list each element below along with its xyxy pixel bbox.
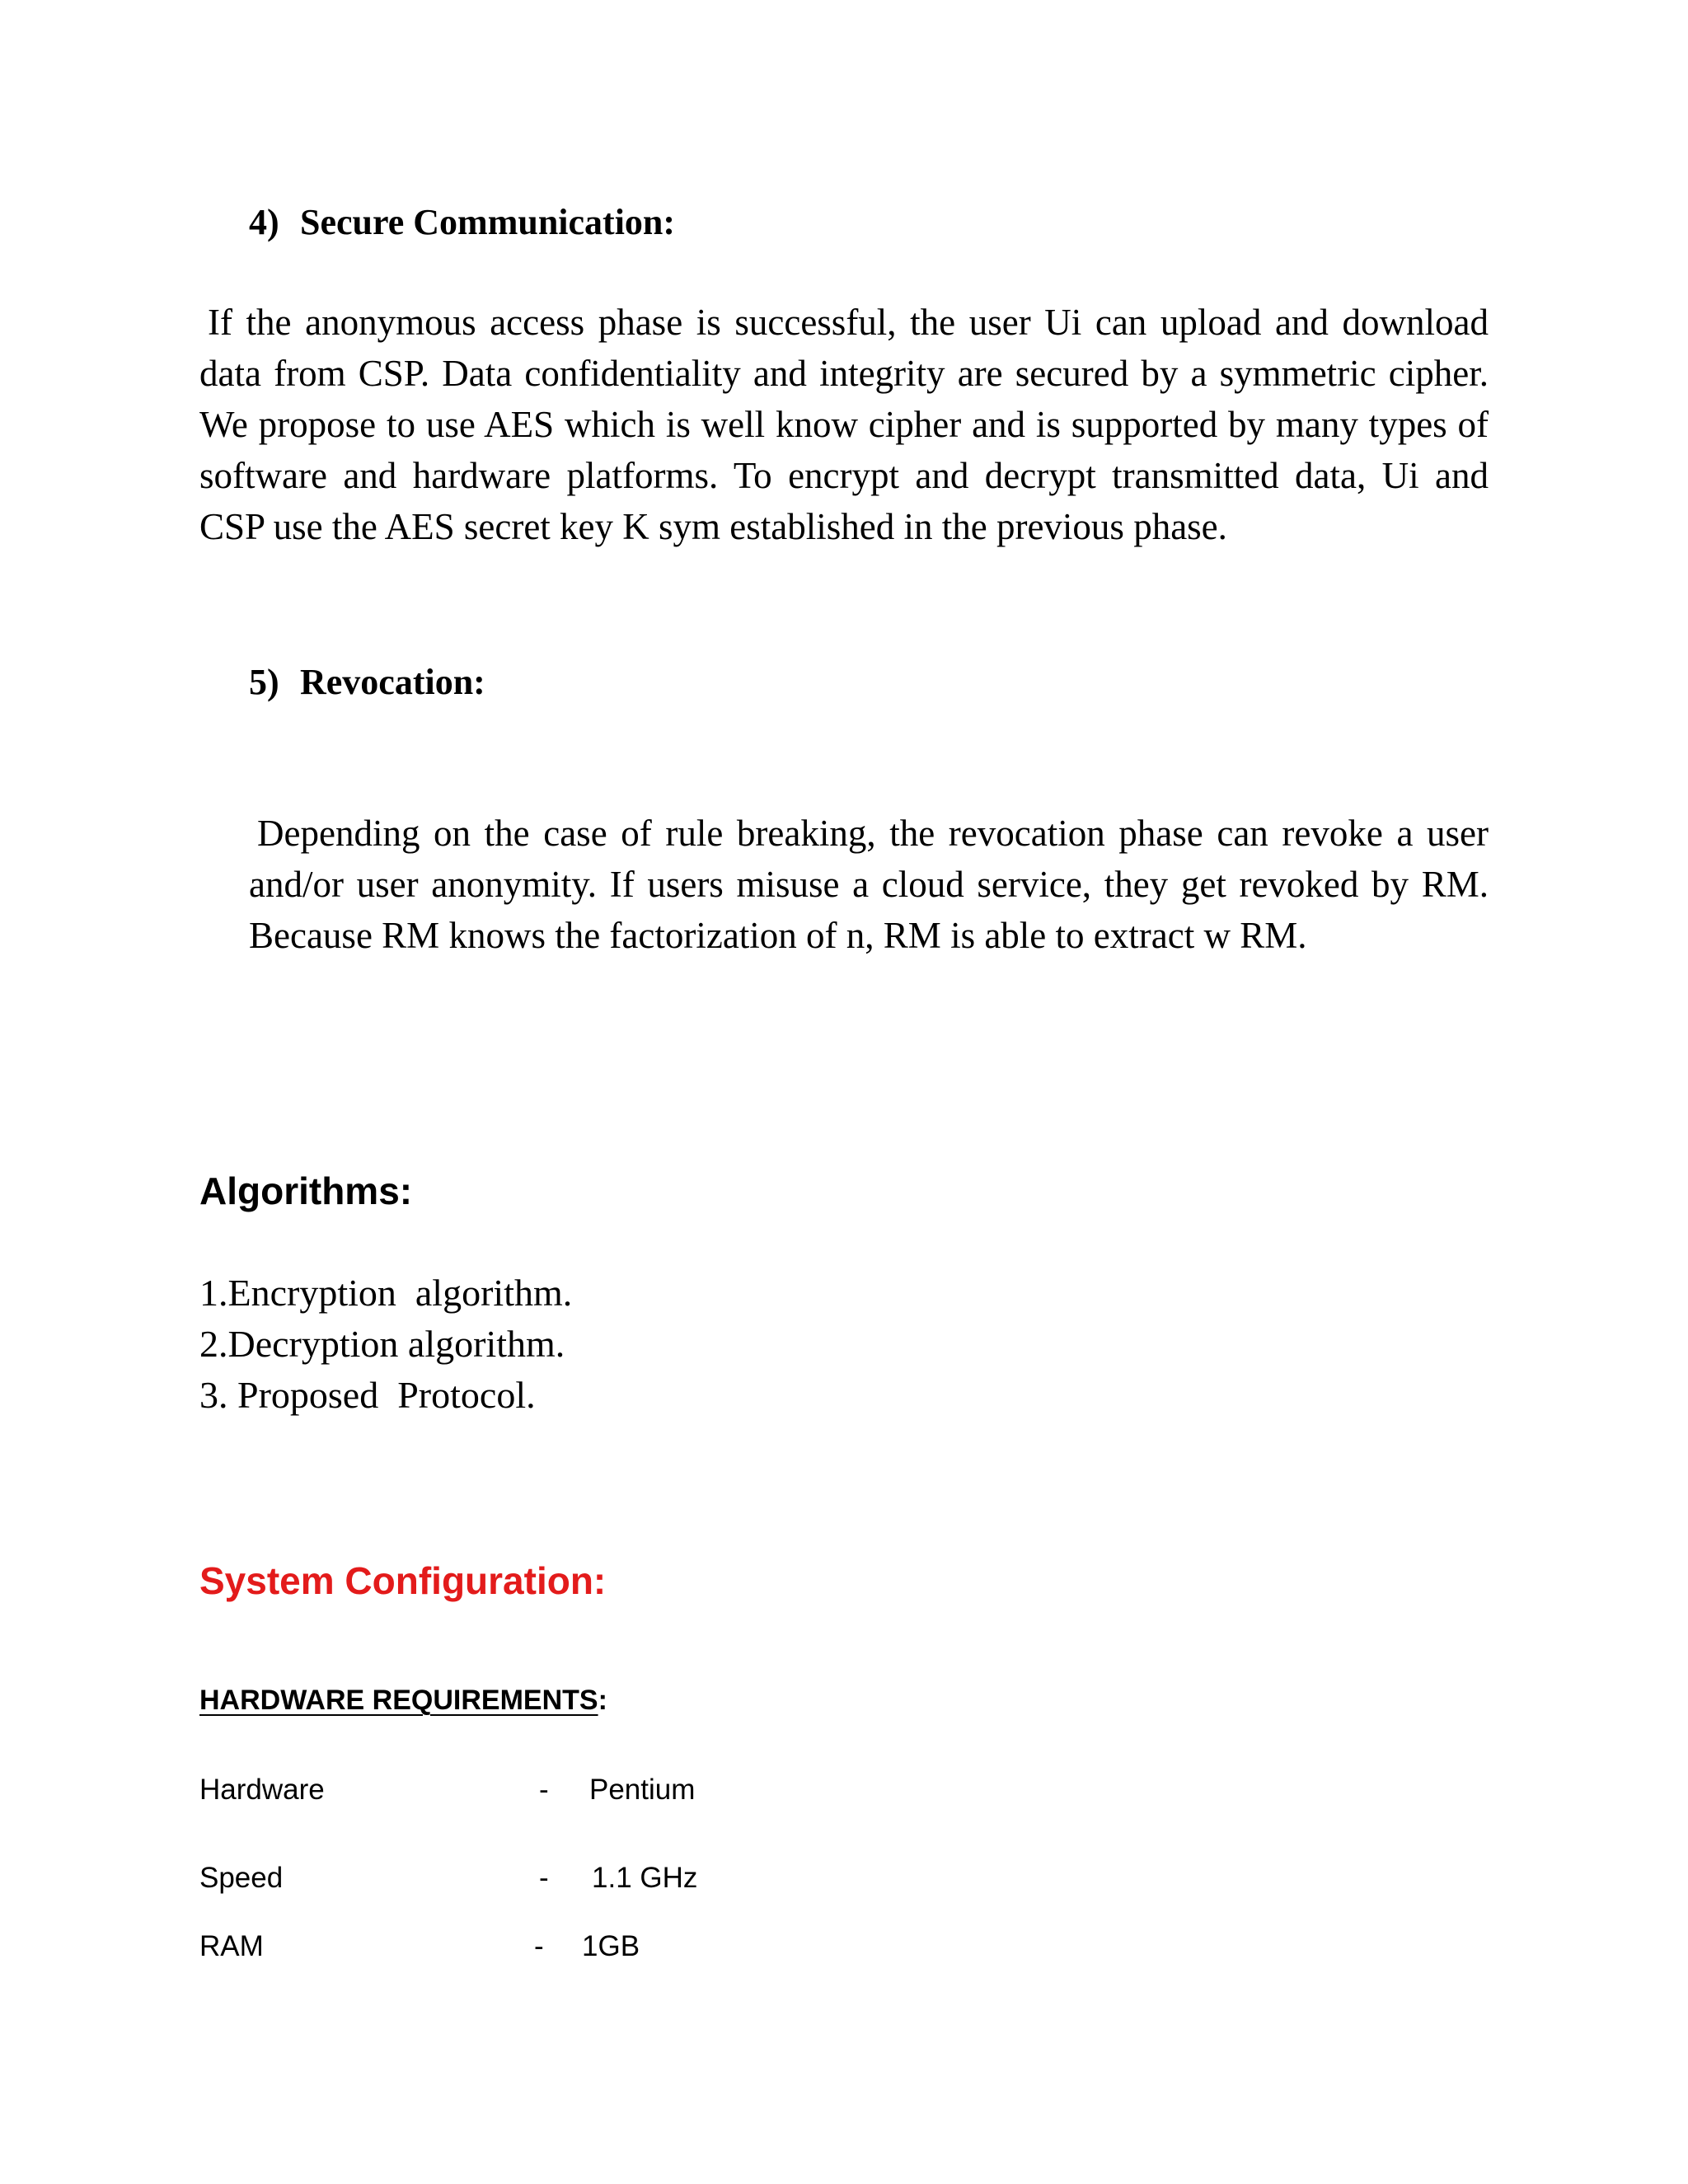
hardware-dash: - xyxy=(539,1774,549,1806)
list-item: 3. Proposed Protocol. xyxy=(199,1374,536,1416)
list-item: 2.Decryption algorithm. xyxy=(199,1323,565,1365)
ram-row xyxy=(199,1932,941,1968)
section-title: Secure Communication: xyxy=(300,202,676,242)
list-item: 1.Encryption algorithm. xyxy=(199,1272,573,1314)
ram-key: RAM xyxy=(199,1930,264,1962)
ram-value: 1GB xyxy=(582,1930,640,1962)
hardware-value: Pentium xyxy=(589,1774,696,1806)
secure-communication-paragraph: If the anonymous access phase is successful, the user Ui can upload and download data from CSP. Data confidentiality and integrity are secured by a symmetric cipher. We propose to use AES which is well know cipher and is supported by many types of software and hardware platforms. To encrypt and decrypt transmitted data, Ui and CSP use the AES secret key K sym established in the previous phase. xyxy=(199,302,1489,547)
speed-key: Speed xyxy=(199,1862,284,1894)
section-number: 4) xyxy=(249,202,279,242)
system-configuration-heading: System Configuration: xyxy=(199,1559,607,1602)
section-heading-secure-communication xyxy=(249,204,675,241)
hardware-row xyxy=(199,1775,941,1811)
speed-dash: - xyxy=(539,1862,549,1894)
section-number: 5) xyxy=(249,662,279,702)
speed-value: 1.1 GHz xyxy=(592,1862,698,1894)
speed-row xyxy=(199,1863,941,1900)
ram-dash: - xyxy=(534,1930,544,1962)
hardware-requirements-colon: : xyxy=(598,1685,607,1716)
hardware-requirements-title xyxy=(199,1686,607,1714)
algorithms-heading: Algorithms: xyxy=(199,1169,413,1212)
algorithms-list xyxy=(199,1268,572,1421)
section-title: Revocation: xyxy=(300,662,485,702)
hardware-key: Hardware xyxy=(199,1774,325,1806)
hardware-requirements-label: HARDWARE REQUIREMENTS xyxy=(199,1685,598,1716)
revocation-paragraph: Depending on the case of rule breaking, the revocation phase can revoke a user and/or user anonymity. If users misuse a cloud service, they get revoked by RM. Because RM knows the factorization of n, RM is able to extract w RM. xyxy=(249,813,1489,956)
section-heading-revocation xyxy=(249,664,485,701)
